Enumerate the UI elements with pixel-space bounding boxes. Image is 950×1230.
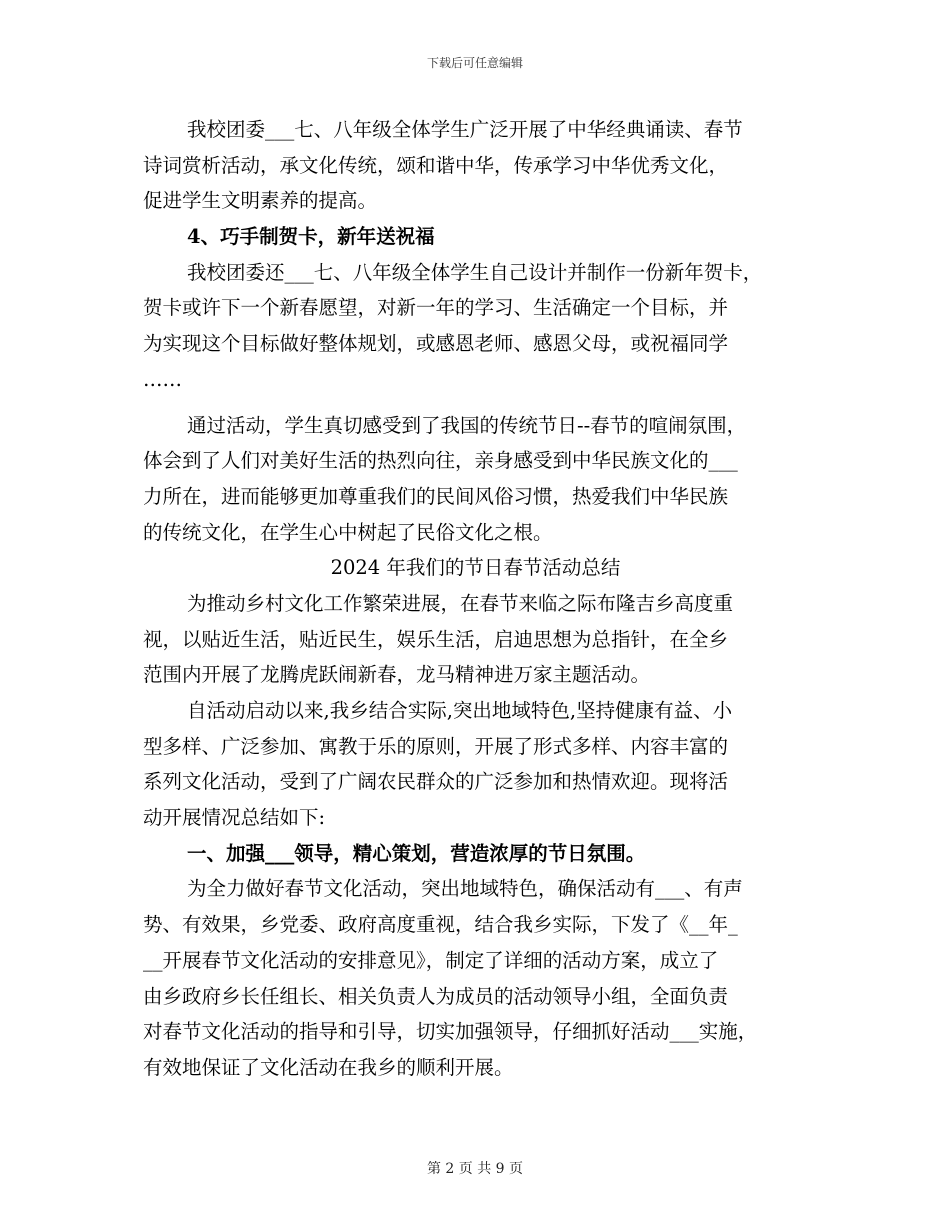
- paragraph-leadership: [143, 871, 808, 1085]
- text-line: 自活动启动以来,我乡结合实际,突出地域特色,坚持健康有益、小: [187, 699, 733, 722]
- text-line: 由乡政府乡长任组长、相关负责人为成员的活动领导小组，全面负责: [143, 984, 729, 1008]
- text-line: 促进学生文明素养的提高。: [143, 189, 378, 213]
- text-line: 力所在，进而能够更加尊重我们的民间风俗习惯，热爱我们中华民族: [143, 484, 729, 508]
- text-line: 对春节文化活动的指导和引导，切实加强领导，仔细抓好活动___实施，: [143, 1020, 758, 1044]
- document-body: [143, 112, 808, 1086]
- paragraph-classic-reading: [143, 112, 808, 219]
- section-heading-leadership: 一、加强___领导，精心策划，营造浓厚的节日氛围。: [187, 841, 646, 865]
- text-line: 我校团委还___七、八年级全体学生自己设计并制作一份新年贺卡，: [187, 260, 763, 284]
- text-line: __开展春节文化活动的安排意见》，制定了详细的活动方案，成立了: [143, 948, 719, 972]
- page-header: 下载后可任意编辑: [426, 56, 523, 70]
- document-title: 2024 年我们的节日春节活动总结: [330, 556, 621, 580]
- text-line: 型多样、广泛参加、寓教于乐的原则，开展了形式多样、内容丰富的: [143, 734, 729, 758]
- text-line: 为全力做好春节文化活动，突出地域特色，确保活动有___、有声: [187, 877, 743, 901]
- text-line: 范围内开展了龙腾虎跃闹新春，龙马精神进万家主题活动。: [143, 663, 651, 687]
- text-line: 贺卡或许下一个新春愿望，对新一年的学习、生活确定一个目标，并: [143, 296, 729, 320]
- text-line: 有效地保证了文化活动在我乡的顺利开展。: [143, 1055, 514, 1079]
- text-line: 体会到了人们对美好生活的热烈向往，亲身感受到中华民族文化的___: [143, 449, 738, 473]
- paragraph-overview: [143, 693, 808, 836]
- text-line: 通过活动，学生真切感受到了我国的传统节日--春节的喧闹氛围，: [187, 413, 747, 437]
- page-footer: 第 2 页 共 9 页: [426, 1161, 524, 1177]
- text-line: 系列文化活动，受到了广阔农民群众的广泛参加和热情欢迎。现将活: [143, 770, 729, 794]
- section-heading-greeting-cards: 4、巧手制贺卡，新年送祝福: [187, 225, 435, 249]
- paragraph-activity-effect: [143, 408, 808, 551]
- text-line: 视，以贴近生活，贴近民生，娱乐生活，启迪思想为总指针，在全乡: [143, 627, 729, 651]
- paragraph-greeting-cards: [143, 255, 808, 398]
- text-line: 的传统文化，在学生心中树起了民俗文化之根。: [143, 520, 553, 544]
- text-line: 为实现这个目标做好整体规划，或感恩老师、感恩父母，或祝福同学: [143, 332, 729, 356]
- text-line: 势、有效果，乡党委、政府高度重视，结合我乡实际，下发了《__年_: [143, 913, 738, 937]
- text-line: 动开展情况总结如下:: [143, 806, 326, 830]
- text-line: 诗词赏析活动，承文化传统，颂和谐中华，传承学习中华优秀文化，: [143, 153, 729, 177]
- text-line: ……: [143, 367, 182, 391]
- text-line: 为推动乡村文化工作繁荣进展，在春节来临之际布隆吉乡高度重: [187, 591, 734, 615]
- paragraph-introduction: [143, 586, 808, 693]
- text-line: 我校团委___七、八年级全体学生广泛开展了中华经典诵读、春节: [187, 118, 743, 141]
